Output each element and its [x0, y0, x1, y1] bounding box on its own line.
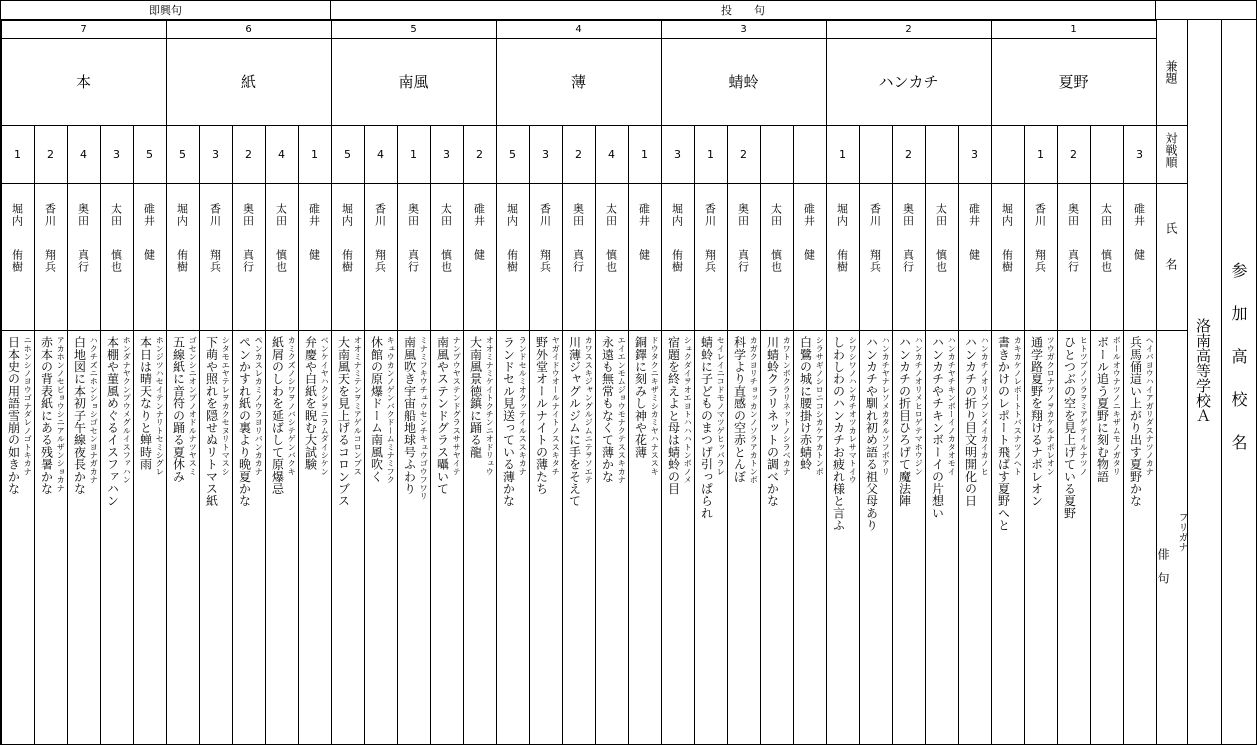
- member-surname: 香川: [703, 203, 717, 227]
- haiku-furigana: ドウタクニキザミシカミヤハナススキ: [650, 336, 661, 476]
- haiku-text: 弁慶や白紙を睨む大試験: [303, 336, 318, 471]
- haiku-furigana: カミクズノシワヲノバシテゲンバクキ: [287, 336, 298, 476]
- member-given-name: 健: [802, 249, 816, 261]
- column-number: 4: [575, 24, 582, 35]
- haiku-furigana: ツウガクロナツノヲカケルナポレオン: [1046, 336, 1057, 476]
- haiku-text: 本棚や菫風めぐるイスファハン: [105, 336, 120, 507]
- sokkyo-header: 即興句: [149, 4, 182, 17]
- match-order: 5: [344, 147, 351, 161]
- haiku-text: 休館の原爆ドーム南風吹く: [369, 336, 384, 483]
- member-surname: 堀内: [505, 203, 519, 227]
- member-given-name: 慎也: [1099, 249, 1113, 273]
- grid-line: [1156, 125, 1187, 126]
- grid-line: [0, 330, 1156, 331]
- member-surname: 香川: [43, 203, 57, 227]
- haiku-furigana: キュウカンノゲンバクドームミナミフク: [386, 336, 397, 484]
- match-order: [991, 125, 1024, 183]
- haiku-furigana: ニホンシノヨウゴナダレノゴトキカナ: [23, 336, 34, 476]
- haiku-text: ハンカチや馴れ初め語る祖父母あり: [864, 336, 879, 532]
- topic-label: ハンカチ: [878, 73, 939, 91]
- match-order: 5: [509, 147, 516, 161]
- member-surname: 香川: [1033, 203, 1047, 227]
- grid-line: [925, 125, 926, 745]
- member-given-name: 真行: [901, 249, 915, 273]
- match-order: [760, 125, 793, 183]
- member-surname: 香川: [538, 203, 552, 227]
- grid-line: [1090, 125, 1091, 745]
- haiku-text: 赤本の背表紙にある残暑かな: [39, 336, 54, 495]
- haiku-text: ハンカチやチキンボーイの片想い: [930, 336, 945, 519]
- grid-line: [1024, 125, 1025, 745]
- grid-line: [1155, 0, 1156, 21]
- topic-label: 夏野: [1058, 73, 1089, 91]
- match-order: 2: [1070, 147, 1077, 161]
- member-surname: 碓井: [1132, 203, 1146, 227]
- member-given-name: 翔兵: [1033, 249, 1047, 273]
- haiku-label: 俳 句: [1156, 548, 1170, 584]
- grid-line: [0, 183, 1156, 184]
- member-surname: 堀内: [10, 203, 24, 227]
- member-given-name: 真行: [76, 249, 90, 273]
- member-given-name: 健: [142, 249, 156, 261]
- member-given-name: 真行: [406, 249, 420, 273]
- match-order: [793, 125, 826, 183]
- haiku-text: 五線紙に音符の踊る夏休み: [171, 336, 186, 483]
- member-surname: 奥田: [76, 203, 90, 227]
- member-given-name: 侑樹: [175, 249, 189, 273]
- member-given-name: 慎也: [439, 249, 453, 273]
- match-order: 3: [971, 147, 978, 161]
- member-given-name: 翔兵: [208, 249, 222, 273]
- member-given-name: 侑樹: [10, 249, 24, 273]
- member-given-name: 健: [637, 249, 651, 261]
- haiku-text: 兵馬俑這い上がり出す夏野かな: [1128, 336, 1143, 507]
- member-given-name: 侑樹: [1000, 249, 1014, 273]
- member-given-name: 侑樹: [505, 249, 519, 273]
- grid-line: [67, 125, 68, 745]
- grid-line: [463, 125, 464, 745]
- grid-line: [298, 125, 299, 745]
- haiku-furigana: ヤガイドウオールナイトノススキタチ: [551, 336, 562, 476]
- grid-line: [430, 125, 431, 745]
- member-surname: 堀内: [835, 203, 849, 227]
- member-given-name: 真行: [736, 249, 750, 273]
- haiku-furigana: シラサギノシロニコシカケアカトンボ: [815, 336, 826, 476]
- haiku-furigana: セイレイニコドモノマツゲヒッパラレ: [716, 336, 727, 476]
- match-order: [859, 125, 892, 183]
- member-given-name: 侑樹: [340, 249, 354, 273]
- match-order: 4: [80, 147, 87, 161]
- member-surname: 香川: [868, 203, 882, 227]
- haiku-text: 通学路夏野を翔けるナポレオン: [1029, 336, 1044, 507]
- haiku-furigana: ゴセンシニオンプノオドルナツヤスミ: [188, 336, 199, 476]
- match-order: 4: [608, 147, 615, 161]
- match-order: 1: [641, 147, 648, 161]
- haiku-furigana: ヘイバヨウハイアガリダスナツノカナ: [1145, 336, 1156, 476]
- haiku-furigana: カワススキジャングルジムニテヲソエテ: [584, 336, 595, 484]
- haiku-furigana: ベンケイヤハクシヲニラムダイシケン: [320, 336, 331, 476]
- match-order: 1: [410, 147, 417, 161]
- match-order: 4: [278, 147, 285, 161]
- haiku-furigana: ボールオウナツノニキザムモノガタリ: [1112, 336, 1123, 476]
- grid-line: [727, 125, 728, 745]
- haiku-text: ボール追う夏野に刻む物語: [1095, 336, 1110, 483]
- grid-line: [1057, 125, 1058, 745]
- haiku-text: ランドセル見送っている薄かな: [501, 336, 516, 507]
- haiku-furigana: シュクダイヲオエヨトハハハトンボノメ: [683, 336, 694, 484]
- member-surname: 香川: [373, 203, 387, 227]
- member-surname: 堀内: [1000, 203, 1014, 227]
- topic-label: 薄: [570, 73, 586, 91]
- member-given-name: 健: [472, 249, 486, 261]
- haiku-text: 永遠も無常もなくて薄かな: [600, 336, 615, 483]
- haiku-text: 宿題を終えよと母は蜻蛉の目: [666, 336, 681, 495]
- furigana-label: フリガナ: [1176, 512, 1187, 552]
- grid-line: [595, 125, 596, 745]
- match-order: 3: [113, 147, 120, 161]
- haiku-text: ぺンかすれ紙の裏より晩夏かな: [237, 336, 252, 507]
- member-surname: 碓井: [967, 203, 981, 227]
- member-given-name: 真行: [571, 249, 585, 273]
- grid-line: [34, 125, 35, 745]
- member-given-name: 真行: [241, 249, 255, 273]
- grid-line: [529, 125, 530, 745]
- member-given-name: 健: [1132, 249, 1146, 261]
- haiku-text: 本日は晴天なりと蝉時雨: [138, 336, 153, 471]
- match-order: 1: [839, 147, 846, 161]
- match-order: 4: [377, 147, 384, 161]
- match-order: 5: [179, 147, 186, 161]
- match-order: 1: [311, 147, 318, 161]
- match-order: 1: [14, 147, 21, 161]
- haiku-text: 銅鐸に刻みし神や花薄: [633, 336, 648, 458]
- member-surname: 碓井: [802, 203, 816, 227]
- member-surname: 堀内: [175, 203, 189, 227]
- haiku-furigana: ハクチズニホンショシゴセンヨナガカナ: [89, 336, 100, 484]
- member-given-name: 健: [967, 249, 981, 261]
- grid-line: [364, 125, 365, 745]
- member-surname: 太田: [109, 203, 123, 227]
- member-given-name: 翔兵: [703, 249, 717, 273]
- haiku-furigana: ホンダナヤクンプウメグルイスファハン: [122, 336, 133, 484]
- haiku-furigana: シワシワノハンカチオツカレサマトイウ: [848, 336, 859, 484]
- member-surname: 奥田: [241, 203, 255, 227]
- column-number: 2: [905, 24, 912, 35]
- column-number: 1: [1070, 24, 1077, 35]
- member-surname: 太田: [439, 203, 453, 227]
- haiku-text: 蜻蛉に子どものまつげ引っぱられ: [699, 336, 714, 519]
- haiku-furigana: アカホンノセビョウシニアルザンショカナ: [56, 336, 67, 492]
- match-order: 2: [245, 147, 252, 161]
- grid-line: [397, 125, 398, 745]
- member-surname: 碓井: [472, 203, 486, 227]
- name-label: 氏 名: [1164, 222, 1178, 270]
- haiku-furigana: ハンカチヤナレソメカタルソフボアリ: [881, 336, 892, 476]
- haiku-text: 野外堂オールナイトの薄たち: [534, 336, 549, 495]
- member-given-name: 慎也: [934, 249, 948, 273]
- haiku-text: ハンカチの折目ひろげて魔法陣: [897, 336, 912, 507]
- member-given-name: 健: [307, 249, 321, 261]
- haiku-furigana: カキカケノレポートトバスナツノヘト: [1013, 336, 1024, 476]
- member-surname: 太田: [604, 203, 618, 227]
- haiku-text: ハンカチの折り目文明開化の日: [963, 336, 978, 507]
- grid-line: [892, 125, 893, 745]
- haiku-furigana: ヒトツブノソラヲミアゲテイルナツノ: [1079, 336, 1090, 476]
- haiku-text: 大南風景徳鎮に踊る龍: [468, 336, 483, 458]
- grid-line: [100, 125, 101, 745]
- member-surname: 奥田: [406, 203, 420, 227]
- grid-line: [265, 125, 266, 745]
- haiku-text: 科学より直感の空赤とんぼ: [732, 336, 747, 483]
- match-order: 3: [542, 147, 549, 161]
- topic-label: 南風: [398, 73, 429, 91]
- haiku-furigana: ナンプウヤステンドグラスササヤイテ: [452, 336, 463, 476]
- grid-line: [1221, 19, 1222, 745]
- topic-label: 本: [75, 73, 91, 91]
- member-surname: 香川: [208, 203, 222, 227]
- grid-line: [1123, 125, 1124, 745]
- haiku-text: 書きかけのレポート飛ばす夏野へと: [996, 336, 1011, 532]
- member-surname: 碓井: [637, 203, 651, 227]
- haiku-furigana: オオミナミケイトクチンニオドリュウ: [485, 336, 496, 476]
- haiku-text: 川薄ジャグルジムに手をそえて: [567, 336, 582, 507]
- grid-line: [694, 125, 695, 745]
- haiku-text: 日本史の用語雪崩の如きかな: [6, 336, 21, 495]
- haiku-furigana: ペンカスレカミノウラヨリバンカカナ: [254, 336, 265, 476]
- grid-line: [1156, 19, 1157, 745]
- member-given-name: 翔兵: [43, 249, 57, 273]
- topic-label: 蜻蛉: [728, 73, 759, 91]
- member-given-name: 翔兵: [538, 249, 552, 273]
- school-title: 参 加 高 校 名: [1229, 262, 1248, 454]
- grid-line: [793, 125, 794, 745]
- match-order: [1090, 125, 1123, 183]
- haiku-text: ひとつぶの空を見上げている夏野: [1062, 336, 1077, 519]
- match-order: 2: [905, 147, 912, 161]
- match-order: 1: [707, 147, 714, 161]
- match-order: 1: [1037, 147, 1044, 161]
- member-surname: 太田: [769, 203, 783, 227]
- member-given-name: 慎也: [604, 249, 618, 273]
- column-number: 3: [740, 24, 747, 35]
- member-given-name: 翔兵: [868, 249, 882, 273]
- column-number: 7: [80, 24, 87, 35]
- member-surname: 太田: [1099, 203, 1113, 227]
- member-given-name: 慎也: [769, 249, 783, 273]
- topic-label: 紙: [240, 73, 256, 91]
- match-order: 2: [47, 147, 54, 161]
- haiku-furigana: エイエンモムジョウモナクテススキカナ: [617, 336, 628, 484]
- grid-line: [232, 125, 233, 745]
- haiku-text: 下萌や照れを隠せぬリトマス紙: [204, 336, 219, 507]
- match-order: 3: [1136, 147, 1143, 161]
- haiku-furigana: カガクヨリチョッカンノソラアカトンボ: [749, 336, 760, 484]
- match-order: 3: [443, 147, 450, 161]
- haiku-furigana: シタモエヤテレヲカクセヌリトマスシ: [221, 336, 232, 476]
- member-given-name: 翔兵: [373, 249, 387, 273]
- member-given-name: 慎也: [274, 249, 288, 273]
- match-order: 5: [146, 147, 153, 161]
- member-surname: 奥田: [1066, 203, 1080, 227]
- member-surname: 碓井: [142, 203, 156, 227]
- haiku-text: 白地図に本初子午線夜長かな: [72, 336, 87, 495]
- grid-line: [1156, 19, 1257, 20]
- member-given-name: 慎也: [109, 249, 123, 273]
- kendai-label: 兼題: [1164, 60, 1178, 84]
- match-order: 2: [575, 147, 582, 161]
- grid-line: [760, 125, 761, 745]
- column-number: 6: [245, 24, 252, 35]
- haiku-furigana: ミナミフキウチュウセンチキュウゴウフワリ: [419, 336, 430, 500]
- haiku-furigana: ハンカチヤチキンボーイノカタオモイ: [947, 336, 958, 476]
- member-surname: 奥田: [571, 203, 585, 227]
- column-number: 5: [410, 24, 417, 35]
- haiku-text: 紙屑のしわを延ばして原爆忌: [270, 336, 285, 495]
- match-order: 3: [674, 147, 681, 161]
- grid-line: [1156, 183, 1187, 184]
- match-order: [925, 125, 958, 183]
- haiku-text: しわしわのハンカチお疲れ様と言ふ: [831, 336, 846, 532]
- member-surname: 太田: [274, 203, 288, 227]
- member-surname: 碓井: [307, 203, 321, 227]
- member-given-name: 真行: [1066, 249, 1080, 273]
- grid-line: [958, 125, 959, 745]
- school-name: 洛南高等学校Ａ: [1194, 318, 1212, 423]
- grid-line: [859, 125, 860, 745]
- match-order: 3: [212, 147, 219, 161]
- haiku-furigana: カワトンボクラリネットノシラベカナ: [782, 336, 793, 476]
- haiku-text: 大南風天を見上げるコロンブス: [336, 336, 351, 507]
- member-given-name: 侑樹: [670, 249, 684, 273]
- haiku-text: 南風やステンドグラス囁いて: [435, 336, 450, 495]
- haiku-furigana: ホンジツハセイテンナリトセミシグレ: [155, 336, 166, 476]
- haiku-furigana: オオミナミテンヲミアゲルコロンブス: [353, 336, 364, 476]
- order-label: 対戦順: [1164, 132, 1178, 168]
- grid-line: [562, 125, 563, 745]
- grid-line: [199, 125, 200, 745]
- touku-header: 投 句: [721, 4, 765, 17]
- haiku-furigana: ランドセルミオクッテイルススキカナ: [518, 336, 529, 476]
- grid-line: [628, 125, 629, 745]
- member-surname: 太田: [934, 203, 948, 227]
- haiku-text: 白鷺の城に腰掛け赤蜻蛉: [798, 336, 813, 471]
- member-surname: 堀内: [670, 203, 684, 227]
- haiku-text: 川蜻蛉クラリネットの調べかな: [765, 336, 780, 507]
- match-order: 2: [476, 147, 483, 161]
- grid-line: [1156, 330, 1187, 331]
- member-surname: 奥田: [901, 203, 915, 227]
- haiku-furigana: ハンカチノオリメヒロゲテマホウジン: [914, 336, 925, 476]
- match-order: 2: [740, 147, 747, 161]
- haiku-furigana: ハンカチノオリメブンメイカイカノヒ: [980, 336, 991, 476]
- grid-line: [133, 125, 134, 745]
- grid-line: [1187, 19, 1188, 745]
- member-surname: 堀内: [340, 203, 354, 227]
- haiku-text: 南風吹き宇宙船地球号ふわり: [402, 336, 417, 495]
- member-given-name: 侑樹: [835, 249, 849, 273]
- member-surname: 奥田: [736, 203, 750, 227]
